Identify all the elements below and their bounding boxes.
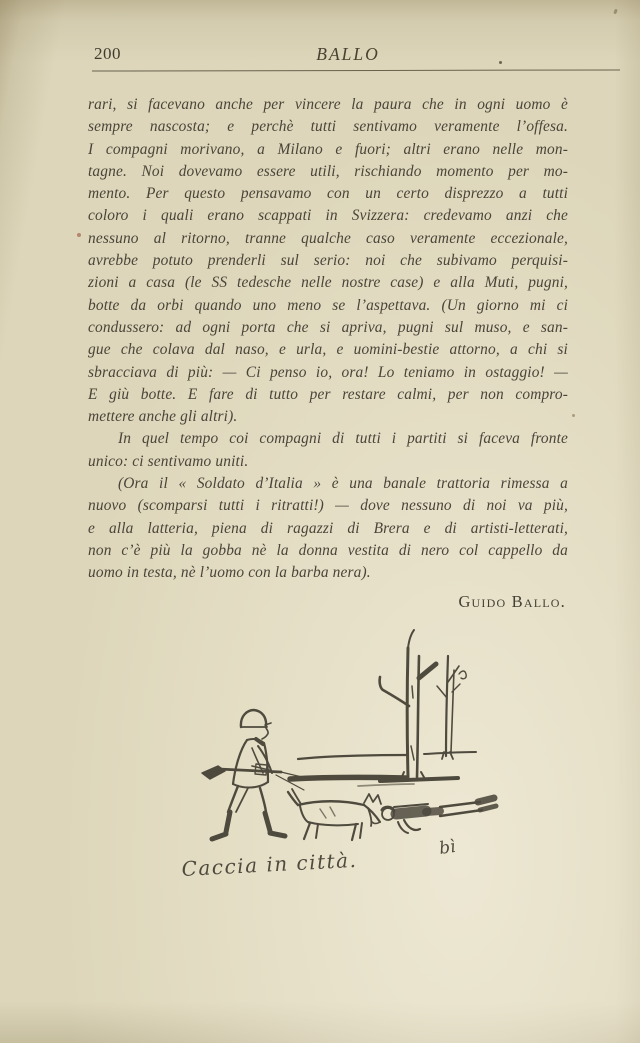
paper-speck xyxy=(499,61,502,64)
text-line: non c’è più la gobba nè la donna vestita di nero col cappello da xyxy=(88,541,568,559)
paper-speck xyxy=(572,414,575,417)
text-line: nuovo (scomparsi tutti i ritratti!) — dove nessuno di noi va più, xyxy=(88,497,568,515)
text-line: coloro i quali erano scappati in Svizzera: credevamo anzi che xyxy=(88,207,568,225)
text-line: avrebbe potuto prenderli sul serio: noi che subivamo perquisi- xyxy=(88,252,568,270)
text-line: mettere anche gli altri). xyxy=(88,408,238,426)
page-number: 200 xyxy=(94,44,121,63)
header-rule xyxy=(92,69,620,71)
text-line: botte da orbi quando uno meno se l’aspettava. (Un giorno mi ci xyxy=(88,296,568,314)
text-line: I compagni morivano, a Milano e fuori; altri erano nelle mon- xyxy=(88,140,568,158)
text-line: In quel tempo coi compagni di tutti i partiti si faceva fronte xyxy=(118,430,568,448)
text-line: nessuno al ritorno, tranne qualche caso veramente eccezionale, xyxy=(88,229,568,247)
text-line: gue che colava dal naso, e urla, e uomini-bestie attorno, a chi si xyxy=(88,341,568,359)
running-title: BALLO xyxy=(316,44,380,64)
hunting-dog xyxy=(288,789,381,840)
trees xyxy=(380,630,467,779)
author-signature: Guido Ballo. xyxy=(458,592,566,611)
text-line: rari, si facevano anche per vincere la paura che in ogni uomo è xyxy=(88,96,568,113)
artist-mark: bì xyxy=(437,836,457,859)
illustration-caption: Caccia in città. xyxy=(181,847,358,881)
text-line: tagne. Noi dovevamo essere utili, rischiando momento per mo- xyxy=(88,162,568,180)
text-line: zioni a casa (le SS tedesche nelle nostre case) e alla Muti, pugni, xyxy=(88,274,568,292)
ground-lines xyxy=(290,752,476,786)
text-line: unico: ci sentivamo uniti. xyxy=(88,452,249,470)
paper-speck xyxy=(613,9,618,15)
text-line: e alla latteria, piena di ragazzi di Brera e di artisti-letterati, xyxy=(88,519,568,537)
text-line: (Ora il « Soldato d’Italia » è una banale trattoria rimessa a xyxy=(118,475,568,493)
hunter-figure xyxy=(202,710,306,839)
text-line: uomo in testa, nè l’uomo con la barba nera). xyxy=(88,564,371,582)
body-text xyxy=(88,94,568,585)
lying-figure xyxy=(382,798,496,833)
text-line: E giù botte. E fare di tutto per restare calmi, per non compro- xyxy=(88,385,568,403)
ink-sketch-illustration xyxy=(168,626,540,894)
text-line: sempre nascosta; e perchè tutti sentivamo veramente l’offesa. xyxy=(88,118,568,136)
text-line: sbracciava di più: — Ci penso io, ora! Lo teniamo in ostaggio! — xyxy=(88,363,568,381)
text-line: condussero: ad ogni porta che si apriva, pugni sul muso, e san- xyxy=(88,318,568,336)
text-line: mento. Per questo pensavamo con un certo disprezzo a tutti xyxy=(88,185,568,203)
paper-speck xyxy=(77,233,81,237)
